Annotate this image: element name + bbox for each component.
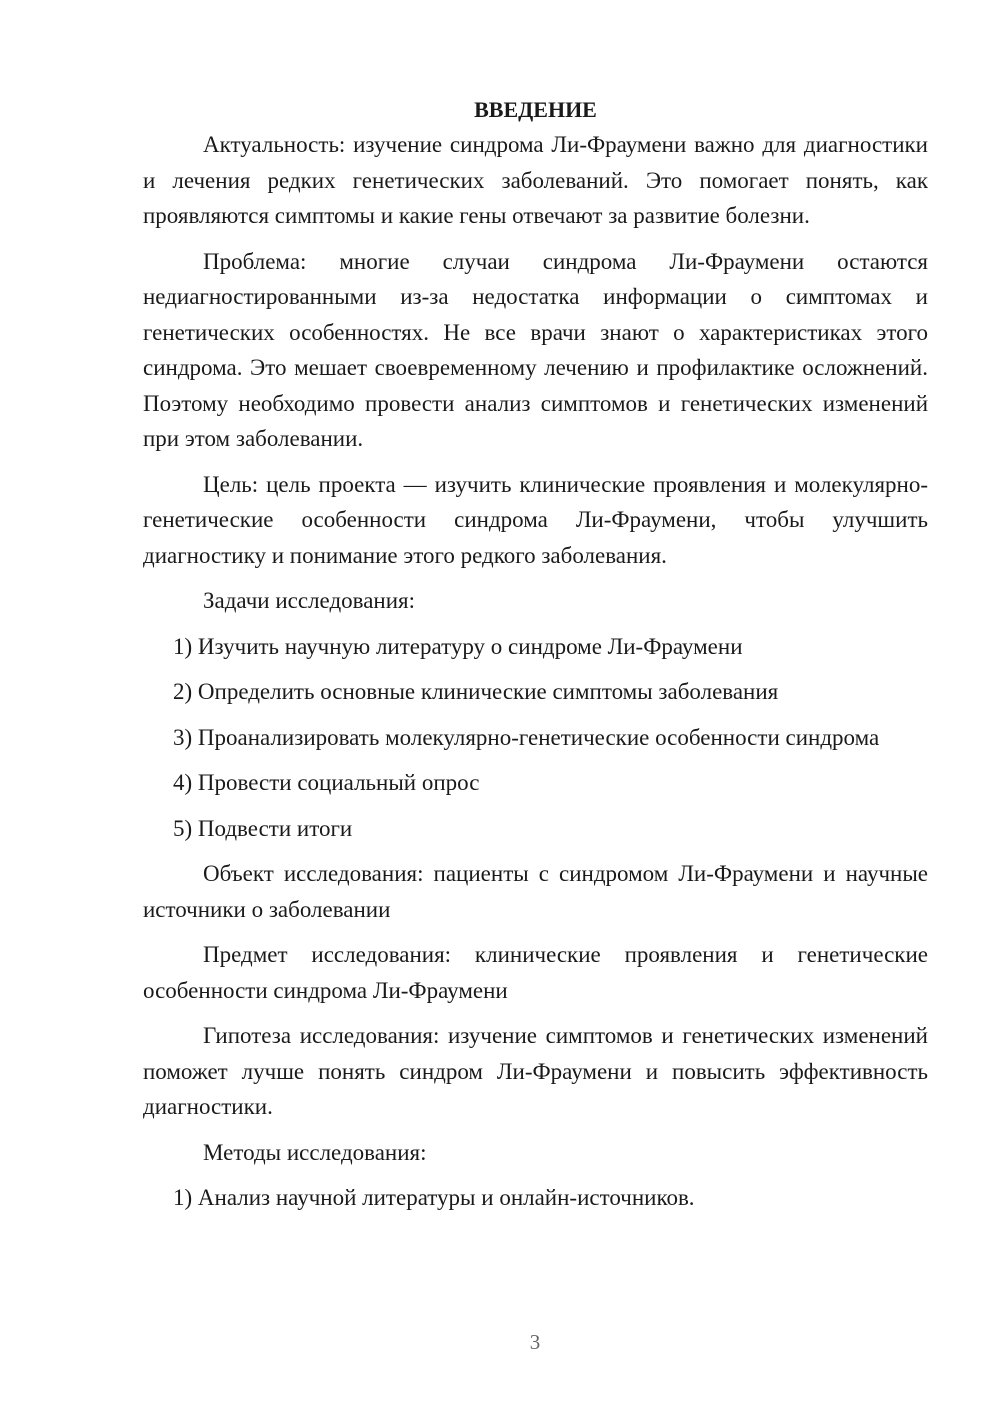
hypothesis-paragraph: Гипотеза исследования: изучение симптомов и генетических изменений поможет лучше понять синдром Ли-Фраумени и повысить эффективность диагностики.: [143, 1023, 928, 1119]
method-item: 1) Анализ научной литературы и онлайн-источников.: [173, 1185, 695, 1210]
goal-paragraph: Цель: цель проекта — изучить клинические проявления и молекулярно-генетические особенности синдрома Ли-Фраумени, чтобы улучшить диагностику и понимание этого редкого заболевания.: [143, 471, 928, 568]
methods-heading: Методы исследования:: [203, 1139, 427, 1165]
page-number: 3: [529, 1330, 541, 1354]
object-paragraph: Объект исследования: пациенты с синдромом Ли-Фраумени и научные источники о заболевании: [143, 861, 928, 922]
task-item: 5) Подвести итоги: [173, 815, 353, 841]
task-item: 4) Провести социальный опрос: [173, 770, 480, 795]
task-item: 2) Определить основные клинические симптомы заболевания: [173, 679, 779, 704]
task-item: 3) Проанализировать молекулярно-генетические особенности синдрома: [173, 724, 880, 750]
page-title: ВВЕДЕНИЕ: [474, 97, 597, 122]
problem-paragraph: Проблема: многие случаи синдрома Ли-Фраумени остаются недиагностированными из-за недостатка информации о симптомах и генетических особенностях. Не все врачи знают о характеристиках этого синдрома. Это мешает своевременному лечению и профилактике осложнений. Поэтому необходимо провести анализ симптомов и генетических изменений при этом заболевании.: [143, 248, 928, 451]
document-page: [143, 92, 928, 1226]
subject-paragraph: Предмет исследования: клинические проявления и генетические особенности синдрома Ли-Фраумени: [143, 942, 928, 1003]
task-item: 1) Изучить научную литературу о синдроме Ли-Фраумени: [173, 633, 743, 659]
tasks-heading: Задачи исследования:: [203, 588, 416, 613]
relevance-paragraph: Актуальность: изучение синдрома Ли-Фраумени важно для диагностики и лечения редких генетических заболеваний. Это помогает понять, как проявляются симптомы и какие гены отвечают за развитие болезни.: [143, 132, 928, 228]
